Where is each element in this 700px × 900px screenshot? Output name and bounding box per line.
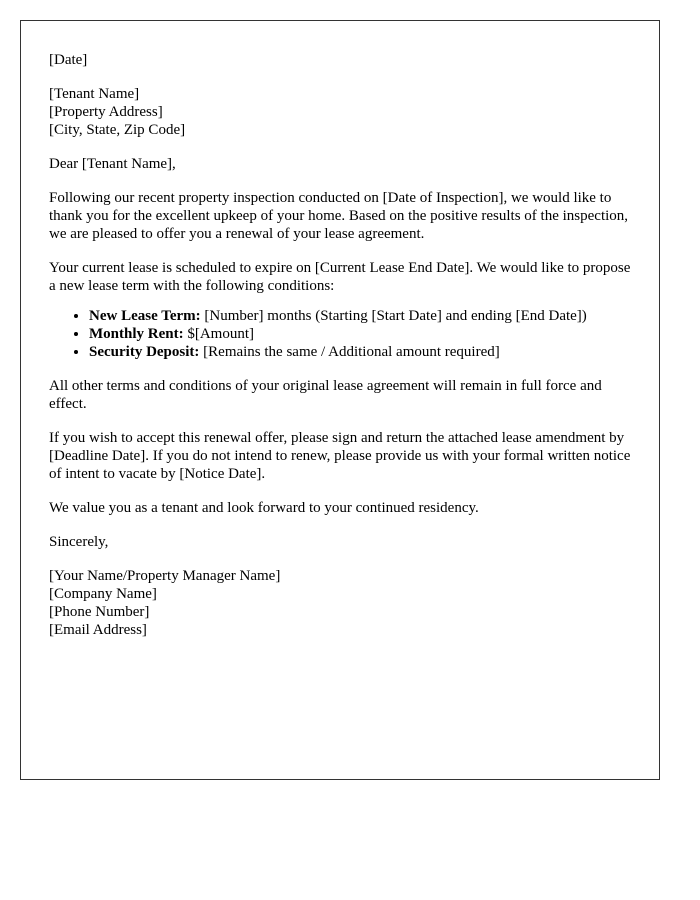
- list-item-monthly-rent: [89, 325, 631, 343]
- paragraph-value-tenant: We value you as a tenant and look forward to your continued residency.: [49, 500, 479, 516]
- signature-name: [Your Name/Property Manager Name]: [49, 568, 281, 584]
- letter-page: [20, 20, 660, 780]
- letter-date: [Date]: [49, 52, 88, 68]
- signature-phone: [Phone Number]: [49, 604, 150, 620]
- paragraph-lease-expiry: Your current lease is scheduled to expire on [Current Lease End Date]. We would like to propose a new lease term with the following conditions:: [49, 260, 631, 294]
- recipient-name: [Tenant Name]: [49, 86, 140, 102]
- list-item-security-deposit: [89, 343, 631, 361]
- recipient-block: [49, 85, 631, 139]
- signature-company: [Company Name]: [49, 586, 157, 602]
- paragraph-inspection: Following our recent property inspection conducted on [Date of Inspection], we would like to thank you for the excellent upkeep of your home. Based on the positive results of the inspection, we are pleased to offer you a renewal of your lease agreement.: [49, 190, 629, 242]
- term-label: Security Deposit:: [89, 344, 200, 360]
- term-label: New Lease Term:: [89, 308, 201, 324]
- paragraph-other-terms: All other terms and conditions of your original lease agreement will remain in full force and effect.: [49, 378, 602, 412]
- closing: Sincerely,: [49, 534, 109, 550]
- recipient-address: [Property Address]: [49, 104, 163, 120]
- term-label: Monthly Rent:: [89, 326, 184, 342]
- term-value: $[Amount]: [183, 326, 254, 342]
- lease-terms-list: [49, 307, 631, 361]
- recipient-city-state-zip: [City, State, Zip Code]: [49, 122, 186, 138]
- salutation: Dear [Tenant Name],: [49, 156, 176, 172]
- list-item-new-lease-term: [89, 307, 631, 325]
- signature-block: [49, 567, 631, 639]
- signature-email: [Email Address]: [49, 622, 147, 638]
- term-value: [Number] months (Starting [Start Date] and ending [End Date]): [200, 308, 587, 324]
- term-value: [Remains the same / Additional amount required]: [199, 344, 500, 360]
- paragraph-accept-offer: If you wish to accept this renewal offer, please sign and return the attached lease amendment by [Deadline Date]. If you do not intend to renew, please provide us with your formal written notice of intent to vacate by [Notice Date].: [49, 430, 631, 482]
